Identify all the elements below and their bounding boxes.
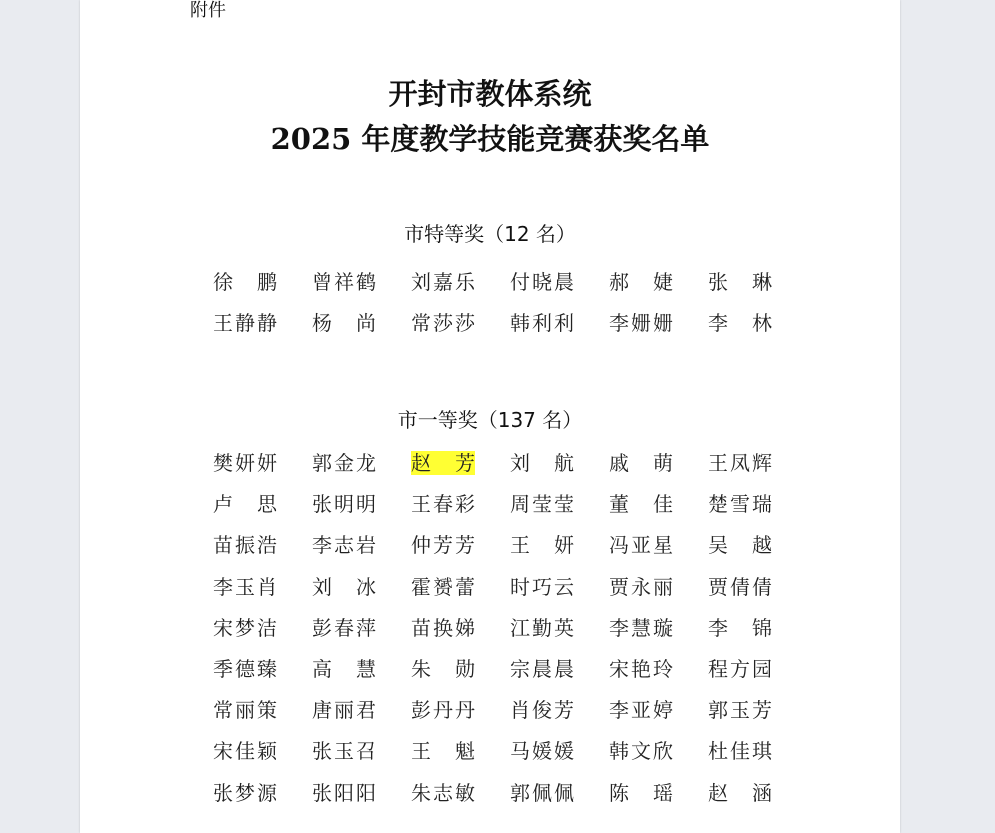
award-name: 陈瑶 xyxy=(609,780,673,805)
award-name: 张梦源 xyxy=(213,780,277,805)
award-name: 李慧璇 xyxy=(609,615,673,640)
award-name: 李志岩 xyxy=(312,533,376,558)
award-name: 付晓晨 xyxy=(510,270,574,294)
award-name: 楚雪瑞 xyxy=(708,492,772,517)
award-name: 高慧 xyxy=(312,656,376,681)
award-name: 李林 xyxy=(708,311,772,335)
award-name: 程方园 xyxy=(708,656,772,681)
award-name: 李亚婷 xyxy=(609,698,673,723)
award-name: 杨尚 xyxy=(312,311,376,335)
award-name: 郝婕 xyxy=(609,270,673,294)
award-name: 宋梦洁 xyxy=(213,615,277,640)
award-name: 杜佳琪 xyxy=(708,739,772,764)
award-name: 周莹莹 xyxy=(510,492,574,517)
award-name: 常丽策 xyxy=(213,698,277,723)
first-prize-name-grid xyxy=(213,451,813,822)
award-name: 赵芳 xyxy=(411,451,475,475)
award-name: 霍赟蕾 xyxy=(411,574,475,599)
award-name: 张琳 xyxy=(708,270,772,294)
document-page xyxy=(80,0,900,833)
award-name: 刘嘉乐 xyxy=(411,270,475,294)
award-name: 宋佳颖 xyxy=(213,739,277,764)
special-prize-name-grid xyxy=(213,270,813,352)
award-name: 冯亚星 xyxy=(609,533,673,558)
award-name: 时巧云 xyxy=(510,574,574,599)
award-name: 张玉召 xyxy=(312,739,376,764)
award-name: 朱勋 xyxy=(411,656,475,681)
award-name: 苗振浩 xyxy=(213,533,277,558)
award-name: 贾倩倩 xyxy=(708,574,772,599)
award-name: 贾永丽 xyxy=(609,574,673,599)
award-name: 马媛媛 xyxy=(510,739,574,764)
award-name: 郭金龙 xyxy=(312,451,376,475)
award-name: 王春彩 xyxy=(411,492,475,517)
award-name: 郭佩佩 xyxy=(510,780,574,805)
award-name: 季德臻 xyxy=(213,656,277,681)
title-line-2: 2025 年度教学技能竞赛获奖名单 xyxy=(270,122,710,156)
award-name: 徐鹏 xyxy=(213,270,277,294)
title-line-1: 开封市教体系统 xyxy=(388,77,592,111)
award-name: 刘冰 xyxy=(312,574,376,599)
award-name: 张明明 xyxy=(312,492,376,517)
award-name: 苗换娣 xyxy=(411,615,475,640)
award-name: 李姗姗 xyxy=(609,311,673,335)
award-name: 吴越 xyxy=(708,533,772,558)
award-name: 王魁 xyxy=(411,739,475,764)
award-name: 宋艳玲 xyxy=(609,656,673,681)
award-name: 王妍 xyxy=(510,533,574,558)
award-name: 董佳 xyxy=(609,492,673,517)
award-name: 仲芳芳 xyxy=(411,533,475,558)
attachment-label: 附件 xyxy=(190,0,226,21)
award-name: 李玉肖 xyxy=(213,574,277,599)
section-heading-special-prize: 市特等奖（12 名） xyxy=(404,222,576,246)
award-name: 江勤英 xyxy=(510,615,574,640)
award-name: 戚萌 xyxy=(609,451,673,475)
award-name: 彭丹丹 xyxy=(411,698,475,723)
award-name: 樊妍妍 xyxy=(213,451,277,475)
award-name: 朱志敏 xyxy=(411,780,475,805)
award-name: 唐丽君 xyxy=(312,698,376,723)
section-heading-first-prize: 市一等奖（137 名） xyxy=(397,408,583,432)
award-name: 张阳阳 xyxy=(312,780,376,805)
award-name: 卢思 xyxy=(213,492,277,517)
award-name: 韩利利 xyxy=(510,311,574,335)
award-name: 李锦 xyxy=(708,615,772,640)
award-name: 刘航 xyxy=(510,451,574,475)
award-name: 韩文欣 xyxy=(609,739,673,764)
award-name: 王凤辉 xyxy=(708,451,772,475)
award-name: 曾祥鹤 xyxy=(312,270,376,294)
award-name: 彭春萍 xyxy=(312,615,376,640)
award-name: 常莎莎 xyxy=(411,311,475,335)
award-name: 赵涵 xyxy=(708,780,772,805)
award-name: 宗晨晨 xyxy=(510,656,574,681)
award-name: 王静静 xyxy=(213,311,277,335)
award-name: 郭玉芳 xyxy=(708,698,772,723)
award-name: 肖俊芳 xyxy=(510,698,574,723)
